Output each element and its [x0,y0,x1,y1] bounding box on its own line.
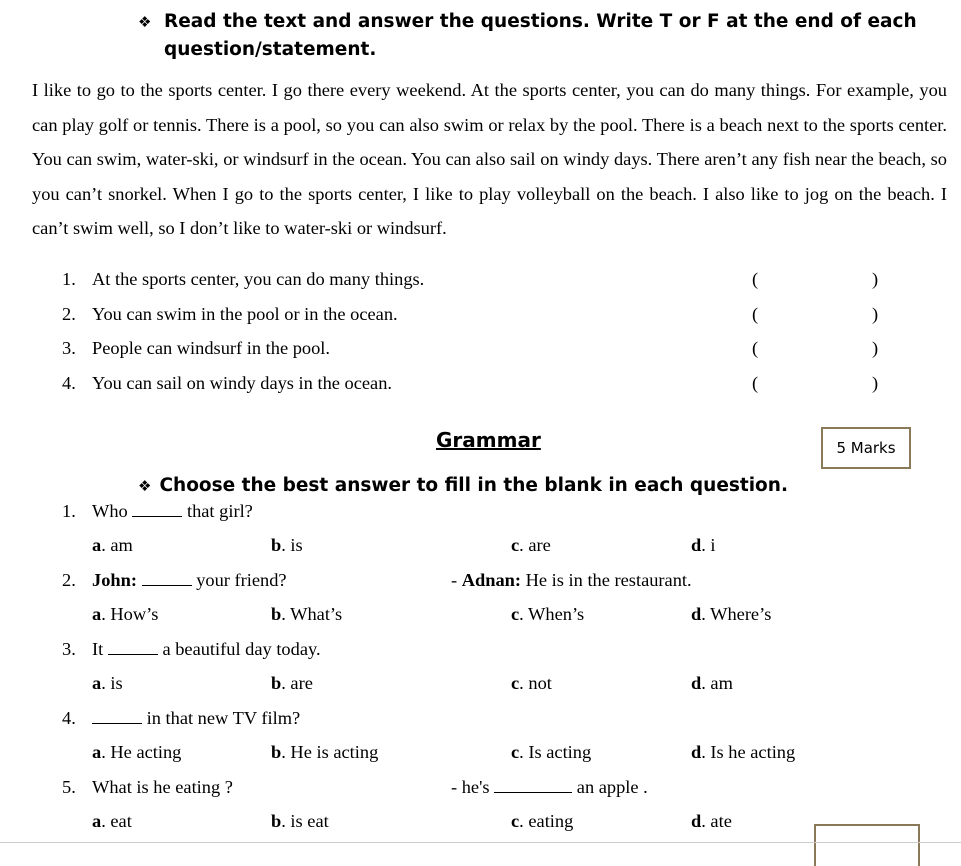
option-d: d. Where’s [691,604,772,624]
option-c: c. not [511,673,552,693]
question-number: 4. [62,708,76,728]
answer-paren-open: ( [752,269,759,289]
answer-paren-close: ) [872,338,879,358]
question-number: 5. [62,777,76,797]
statement-text: You can sail on windy days in the ocean. [92,373,392,393]
diamond-bullet-icon: ❖ [138,13,152,31]
option-a: a. am [92,535,133,555]
option-c: c. eating [511,811,574,831]
question-reply: - Adnan: He is in the restaurant. [451,570,692,590]
option-a: a. He acting [92,742,182,762]
answer-paren-open: ( [752,338,759,358]
grammar-title: Grammar [436,428,541,452]
statement-number: 1. [62,269,76,289]
statement-text: You can swim in the pool or in the ocean. [92,304,398,324]
reading-instruction-line1: Read the text and answer the questions. Write T or F at the end of each [164,11,917,32]
option-b: b. What’s [271,604,343,624]
statement-text: At the sports center, you can do many things. [92,269,425,289]
option-c: c. When’s [511,604,585,624]
option-d: d. i [691,535,716,555]
option-b: b. is eat [271,811,329,831]
option-b: b. are [271,673,313,693]
option-a: a. eat [92,811,132,831]
question-number: 2. [62,570,76,590]
statement-number: 4. [62,373,76,393]
question-stem: What is he eating ? [92,777,233,797]
question-stem: It a beautiful day today. [92,639,321,659]
answer-paren-open: ( [752,373,759,393]
option-d: d. am [691,673,733,693]
option-b: b. He is acting [271,742,379,762]
reading-instruction [138,8,938,64]
answer-blank [108,639,158,655]
statement-number: 2. [62,304,76,324]
diamond-bullet-icon: ❖ [138,477,152,495]
answer-paren-close: ) [872,269,879,289]
question-number: 3. [62,639,76,659]
next-section-marks-box [814,824,920,866]
grammar-instruction-text: Choose the best answer to fill in the blank in each question. [159,475,788,496]
answer-blank [132,501,182,517]
option-c: c. are [511,535,551,555]
question-stem: in that new TV film? [92,707,300,729]
question-reply: - he's an apple . [451,777,648,797]
reading-passage: I like to go to the sports center. I go there every weekend. At the sports center, you can do many things. For example, you can play golf or tennis. There is a pool, so you can also swim or relax by the pool. There is a beach next to the sports center. You can swim, water-ski, or windsurf in the ocean. You can also sail on windy days. There aren’t any fish near the beach, so you can’t snorkel. When I go to the sports center, I like to play volleyball on the beach. I also like to jog on the beach. I can’t swim well, so I don’t like to water-ski or windsurf. [32,80,947,238]
option-d: d. ate [691,811,732,831]
option-c: c. Is acting [511,742,592,762]
answer-paren-close: ) [872,304,879,324]
question-stem: John: your friend? [92,570,287,590]
question-stem: Who that girl? [92,501,253,521]
statement-number: 3. [62,338,76,358]
answer-paren-close: ) [872,373,879,393]
marks-box [821,427,911,469]
page-bottom-divider [0,842,961,843]
option-a: a. How’s [92,604,159,624]
option-b: b. is [271,535,303,555]
question-number: 1. [62,501,76,521]
option-a: a. is [92,673,123,693]
answer-paren-open: ( [752,304,759,324]
option-d: d. Is he acting [691,742,796,762]
reading-instruction-line2: question/statement. [164,39,377,60]
answer-blank [142,570,192,586]
statement-text: People can windsurf in the pool. [92,338,331,358]
grammar-instruction [138,474,788,498]
marks-label: 5 Marks [836,439,896,457]
answer-blank [494,777,572,793]
answer-blank [92,708,142,724]
